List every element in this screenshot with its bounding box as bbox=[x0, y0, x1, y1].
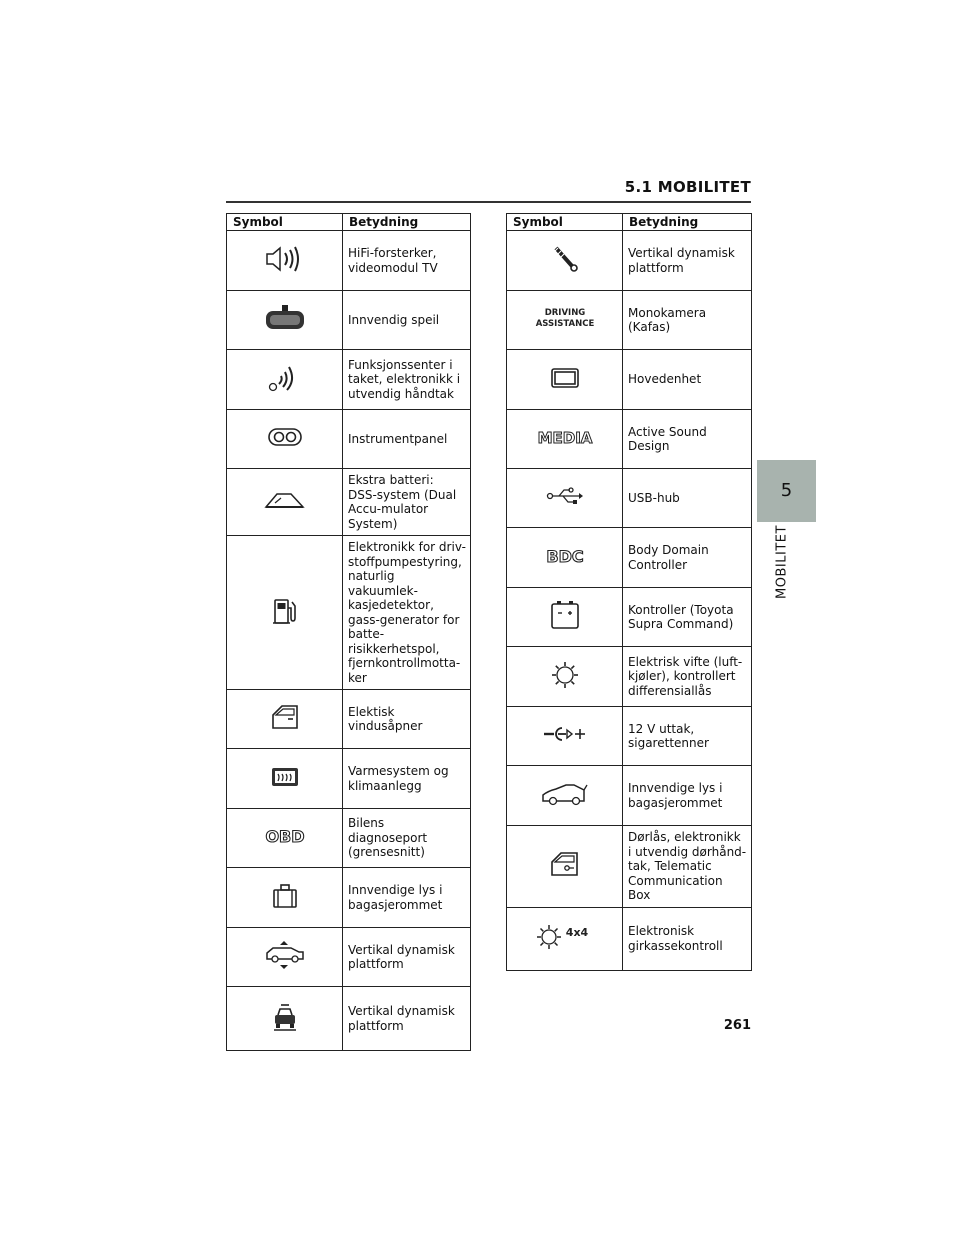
interior-mirror-icon bbox=[263, 303, 307, 333]
svg-text:OBD: OBD bbox=[264, 827, 305, 846]
gear-icon bbox=[549, 659, 581, 691]
column-header-meaning: Betydning bbox=[343, 214, 471, 231]
symbol-cell bbox=[507, 410, 623, 469]
table-row bbox=[507, 410, 752, 469]
symbol-cell bbox=[227, 749, 343, 809]
table-row bbox=[507, 231, 752, 291]
luggage-icon bbox=[270, 882, 300, 910]
table-row bbox=[227, 749, 471, 809]
instrument-panel-icon bbox=[267, 426, 303, 448]
meaning-cell: Vertikal dynamisk plattform bbox=[623, 231, 752, 291]
meaning-cell: Dørlås, elektronikk i utvendig dørhånd-tak, Telematic Communication Box bbox=[623, 826, 752, 908]
meaning-cell: Elektisk vindusåpner bbox=[343, 690, 471, 749]
meaning-cell: Innvendige lys i bagasjerommet bbox=[343, 868, 471, 928]
symbol-cell bbox=[507, 826, 623, 908]
head-unit-icon bbox=[549, 366, 581, 390]
meaning-cell: 12 V uttak, sigarettenner bbox=[623, 707, 752, 766]
symbol-cell bbox=[227, 410, 343, 469]
symbol-cell bbox=[227, 350, 343, 410]
meaning-cell: Kontroller (Toyota Supra Command) bbox=[623, 588, 752, 647]
table-row bbox=[507, 647, 752, 707]
meaning-cell: Hovedenhet bbox=[623, 350, 752, 410]
bdc-icon bbox=[545, 545, 585, 567]
table-row bbox=[227, 469, 471, 536]
icon-text: ASSISTANCE bbox=[535, 319, 594, 329]
table-row bbox=[507, 469, 752, 528]
symbol-cell bbox=[507, 588, 623, 647]
table-row bbox=[227, 690, 471, 749]
meaning-cell: Elektronisk girkassekontroll bbox=[623, 907, 752, 970]
meaning-cell: Elektronikk for driv-stoffpumpestyring, naturlig vakuumlek-kasjedetektor, gass-generator for batte-risikkerhetspol, fjernkontrollmotta-ker bbox=[343, 536, 471, 690]
meaning-cell: Ekstra batteri: DSS-system (Dual Accu-mulator System) bbox=[343, 469, 471, 536]
car-door-icon bbox=[270, 704, 300, 730]
heating-system-icon bbox=[269, 764, 301, 790]
sensor-probe-icon bbox=[550, 244, 580, 274]
icon-text: MEDIA bbox=[537, 429, 592, 447]
meaning-cell: Funksjonssenter i taket, elektronikk i utvendig håndtak bbox=[343, 350, 471, 410]
symbol-cell bbox=[507, 350, 623, 410]
symbol-cell bbox=[227, 469, 343, 536]
symbol-cell bbox=[227, 987, 343, 1051]
meaning-cell: Monokamera (Kafas) bbox=[623, 291, 752, 350]
table-row bbox=[507, 528, 752, 588]
meaning-cell: Vertikal dynamisk plattform bbox=[343, 987, 471, 1051]
table-row bbox=[507, 291, 752, 350]
column-header-meaning: Betydning bbox=[623, 214, 752, 231]
header-rule bbox=[226, 201, 751, 203]
symbol-table-right bbox=[506, 213, 752, 971]
section-header: 5.1 MOBILITET bbox=[624, 178, 751, 196]
meaning-cell: USB-hub bbox=[623, 469, 752, 528]
meaning-cell: Active Sound Design bbox=[623, 410, 752, 469]
symbol-cell bbox=[227, 231, 343, 291]
symbol-cell bbox=[227, 809, 343, 868]
table-row bbox=[507, 766, 752, 826]
symbol-table-left bbox=[226, 213, 471, 1051]
meaning-cell: Bilens diagnoseport (grensesnitt) bbox=[343, 809, 471, 868]
table-row bbox=[227, 536, 471, 690]
symbol-cell bbox=[507, 647, 623, 707]
meaning-cell: Vertikal dynamisk plattform bbox=[343, 928, 471, 987]
symbol-cell bbox=[227, 291, 343, 350]
table-row bbox=[507, 588, 752, 647]
table-row bbox=[227, 809, 471, 868]
icon-text: DRIVING bbox=[544, 308, 585, 318]
media-icon bbox=[537, 426, 593, 448]
table-row bbox=[507, 907, 752, 970]
table-row bbox=[507, 826, 752, 908]
chapter-tab[interactable] bbox=[757, 460, 816, 522]
car-front-icon bbox=[270, 1001, 300, 1033]
meaning-cell: Varmesystem og klimaanlegg bbox=[343, 749, 471, 809]
icon-text: 4x4 bbox=[565, 925, 588, 939]
page-number: 261 bbox=[723, 1018, 751, 1033]
controller-icon bbox=[549, 599, 581, 631]
symbol-cell bbox=[227, 690, 343, 749]
roof-function-center-icon bbox=[265, 362, 305, 394]
table-header-row bbox=[227, 214, 471, 231]
table-row bbox=[227, 350, 471, 410]
meaning-cell: Instrumentpanel bbox=[343, 410, 471, 469]
table-row bbox=[227, 410, 471, 469]
icon-text: BDC bbox=[545, 546, 584, 566]
symbol-cell bbox=[507, 291, 623, 350]
extra-battery-icon bbox=[263, 489, 307, 511]
table-row bbox=[227, 868, 471, 928]
symbol-cell bbox=[507, 907, 623, 970]
table-row bbox=[227, 928, 471, 987]
symbol-cell bbox=[227, 928, 343, 987]
symbol-cell bbox=[507, 707, 623, 766]
chapter-title-text: MOBILITET bbox=[774, 525, 790, 599]
symbol-cell bbox=[227, 536, 343, 690]
symbol-cell bbox=[507, 231, 623, 291]
usb-icon bbox=[545, 485, 585, 507]
symbol-cell bbox=[507, 469, 623, 528]
meaning-cell: Innvendige lys i bagasjerommet bbox=[623, 766, 752, 826]
column-header-symbol: Symbol bbox=[227, 214, 343, 231]
chapter-title bbox=[772, 522, 792, 602]
door-lock-icon bbox=[549, 850, 581, 878]
meaning-cell: Innvendig speil bbox=[343, 291, 471, 350]
car-boot-light-icon bbox=[540, 781, 590, 807]
gear-4x4-icon bbox=[536, 922, 594, 952]
table-row bbox=[227, 987, 471, 1051]
obd-icon bbox=[265, 825, 305, 847]
meaning-cell: Elektrisk vifte (luft-kjøler), kontrollert differensiallås bbox=[623, 647, 752, 707]
table-row bbox=[507, 350, 752, 410]
car-vertical-arrows-icon bbox=[263, 939, 307, 971]
table-row bbox=[227, 231, 471, 291]
hifi-amplifier-icon bbox=[263, 244, 307, 274]
symbol-cell bbox=[227, 868, 343, 928]
table-row bbox=[507, 707, 752, 766]
driving-assistance-icon bbox=[530, 305, 600, 331]
socket-12v-icon bbox=[541, 723, 589, 745]
meaning-cell: HiFi-forsterker, videomodul TV bbox=[343, 231, 471, 291]
meaning-cell: Body Domain Controller bbox=[623, 528, 752, 588]
column-header-symbol: Symbol bbox=[507, 214, 623, 231]
table-row bbox=[227, 291, 471, 350]
table-header-row bbox=[507, 214, 752, 231]
symbol-cell bbox=[507, 766, 623, 826]
symbol-cell bbox=[507, 528, 623, 588]
fuel-pump-icon bbox=[270, 596, 300, 626]
chapter-number: 5 bbox=[780, 480, 793, 501]
